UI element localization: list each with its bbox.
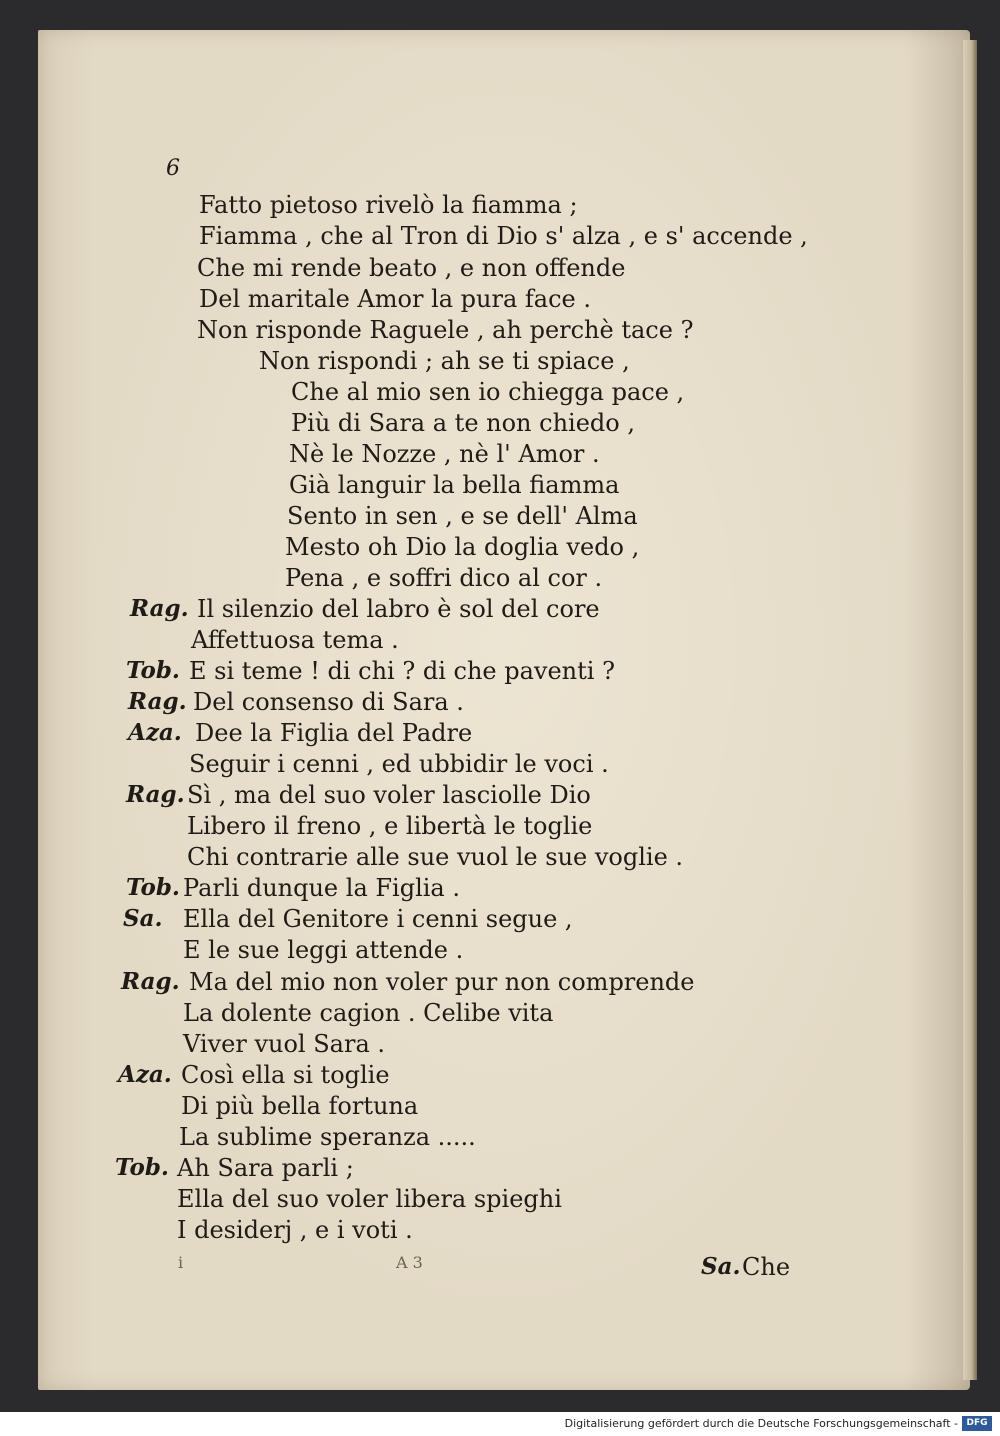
- speaker-label: Aza.: [118, 1061, 172, 1088]
- verse-text: I desiderj , e i voti .: [177, 1216, 413, 1244]
- speaker-label: Rag.: [126, 781, 185, 808]
- verse-text: Sì , ma del suo voler lasciolle Dio: [187, 781, 591, 809]
- speaker-label: Tob.: [126, 874, 180, 901]
- speaker-label: Rag.: [128, 688, 187, 715]
- signature-mark: A 3: [396, 1253, 423, 1272]
- verse-text: La sublime speranza .....: [179, 1123, 476, 1151]
- verse-text: Ah Sara parli ;: [177, 1154, 354, 1182]
- signature-mark-left: i: [178, 1253, 184, 1272]
- catchword: Che: [742, 1253, 791, 1281]
- verse-text: Parli dunque la Figlia .: [183, 874, 460, 902]
- verse-text: E si teme ! di chi ? di che paventi ?: [189, 657, 615, 685]
- speaker-label: Sa.: [123, 905, 163, 932]
- verse-text: Fatto pietoso rivelò la fiamma ;: [199, 191, 578, 219]
- verse-text: E le sue leggi attende .: [183, 936, 464, 964]
- verse-text: Seguir i cenni , ed ubbidir le voci .: [189, 750, 609, 778]
- verse-text: Il silenzio del labro è sol del core: [197, 595, 600, 623]
- verse-text: Fiamma , che al Tron di Dio s' alza , e s' accende ,: [199, 222, 808, 250]
- verse-text: Ella del suo voler libera spieghi: [177, 1185, 562, 1213]
- verse-text: Sento in sen , e se dell' Alma: [287, 502, 638, 530]
- verse-text: Non rispondi ; ah se ti spiace ,: [259, 347, 630, 375]
- verse-text: Del consenso di Sara .: [193, 688, 464, 716]
- verse-text: Pena , e soffri dico al cor .: [285, 564, 603, 592]
- verse-text: Nè le Nozze , nè l' Amor .: [289, 440, 600, 468]
- verse-text: Chi contrarie alle sue vuol le sue voglie .: [187, 843, 684, 871]
- dfg-logo-icon: DFG: [962, 1416, 992, 1431]
- speaker-label: Rag.: [130, 595, 189, 622]
- verse-text: Ella del Genitore i cenni segue ,: [183, 905, 573, 933]
- speaker-label: Tob.: [115, 1154, 169, 1181]
- verse-text: Mesto oh Dio la doglia vedo ,: [285, 533, 640, 561]
- page-gutter: [963, 40, 977, 1380]
- verse-text: Non risponde Raguele , ah perchè tace ?: [197, 316, 694, 344]
- speaker-label: Rag.: [121, 968, 180, 995]
- page-number: 6: [166, 156, 180, 181]
- verse-text: Più di Sara a te non chiedo ,: [291, 409, 635, 437]
- verse-text: Dee la Figlia del Padre: [195, 719, 473, 747]
- verse-text: Del maritale Amor la pura face .: [199, 285, 592, 313]
- catchword-speaker: Sa.: [701, 1253, 741, 1280]
- funding-credit: Digitalisierung gefördert durch die Deutsche Forschungsgemeinschaft -: [564, 1417, 958, 1430]
- footer-bar: [0, 1412, 1000, 1436]
- speaker-label: Aza.: [128, 719, 182, 746]
- verse-text: Che mi rende beato , e non offende: [197, 254, 626, 282]
- verse-text: Ma del mio non voler pur non comprende: [189, 968, 695, 996]
- verse-text: Affettuosa tema .: [191, 626, 399, 654]
- verse-text: Già languir la bella fiamma: [289, 471, 620, 499]
- speaker-label: Tob.: [126, 657, 180, 684]
- verse-text: Libero il freno , e libertà le toglie: [187, 812, 593, 840]
- verse-text: La dolente cagion . Celibe vita: [183, 999, 554, 1027]
- verse-text: Che al mio sen io chiegga pace ,: [291, 378, 685, 406]
- verse-text: Viver vuol Sara .: [183, 1030, 386, 1058]
- verse-text: Di più bella fortuna: [181, 1092, 419, 1120]
- verse-text: Così ella si toglie: [181, 1061, 390, 1089]
